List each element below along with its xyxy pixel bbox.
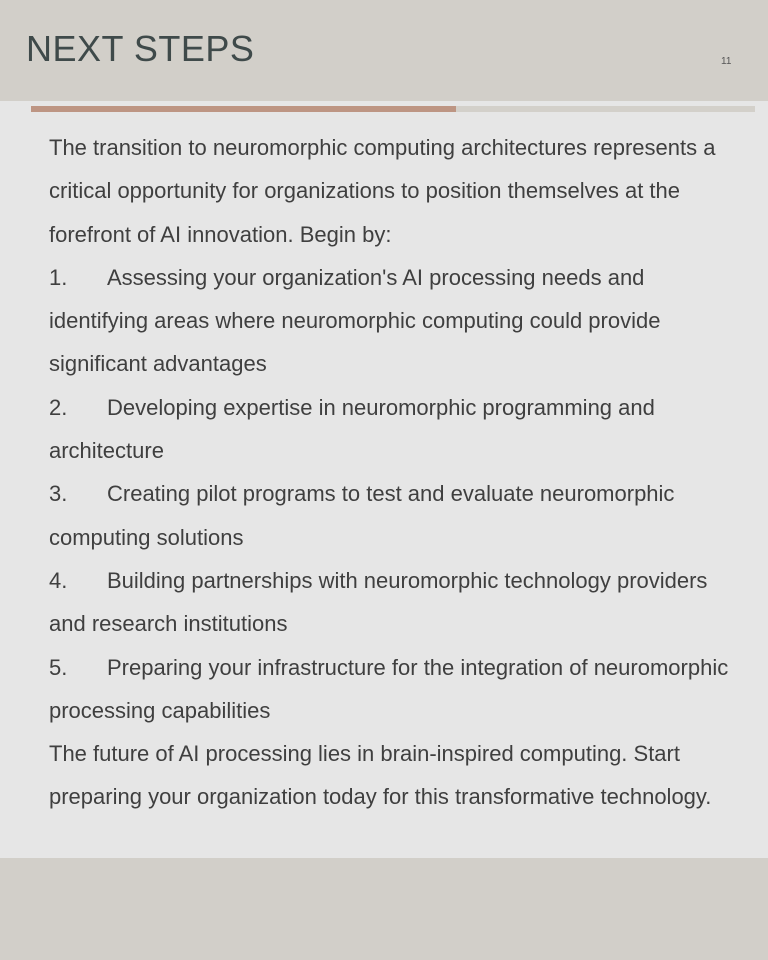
list-item	[49, 559, 739, 646]
slide-header	[0, 0, 768, 101]
title-divider	[31, 106, 755, 112]
list-item	[49, 472, 739, 559]
intro-paragraph: The transition to neuromorphic computing architectures represents a critical opportunity for organizations to position themselves at the forefront of AI innovation. Begin by:	[49, 135, 716, 247]
step-text: Creating pilot programs to test and evaluate neuromorphic computing solutions	[49, 481, 675, 550]
title-divider-accent	[31, 106, 456, 112]
step-text: Assessing your organization's AI processing needs and identifying areas where neuromorphic computing could provide significant advantages	[49, 264, 661, 377]
page-number: 11	[721, 56, 732, 67]
list-item	[49, 386, 739, 473]
list-item	[49, 256, 739, 386]
slide-title: NEXT STEPS	[26, 28, 255, 69]
step-number: 1.	[49, 264, 68, 290]
step-number: 2.	[49, 394, 68, 420]
step-text: Preparing your infrastructure for the integration of neuromorphic processing capabilities	[49, 654, 729, 723]
list-item	[49, 646, 739, 733]
content-panel	[0, 101, 768, 858]
conclusion-paragraph: The future of AI processing lies in brain-inspired computing. Start preparing your organization today for this transformative technology.	[49, 741, 712, 810]
step-number: 4.	[49, 567, 68, 593]
step-text: Developing expertise in neuromorphic programming and architecture	[49, 394, 655, 464]
step-text: Building partnerships with neuromorphic technology providers and research institutions	[49, 567, 708, 637]
body-text	[49, 126, 739, 819]
step-number: 5.	[49, 654, 68, 680]
step-number: 3.	[49, 481, 68, 507]
